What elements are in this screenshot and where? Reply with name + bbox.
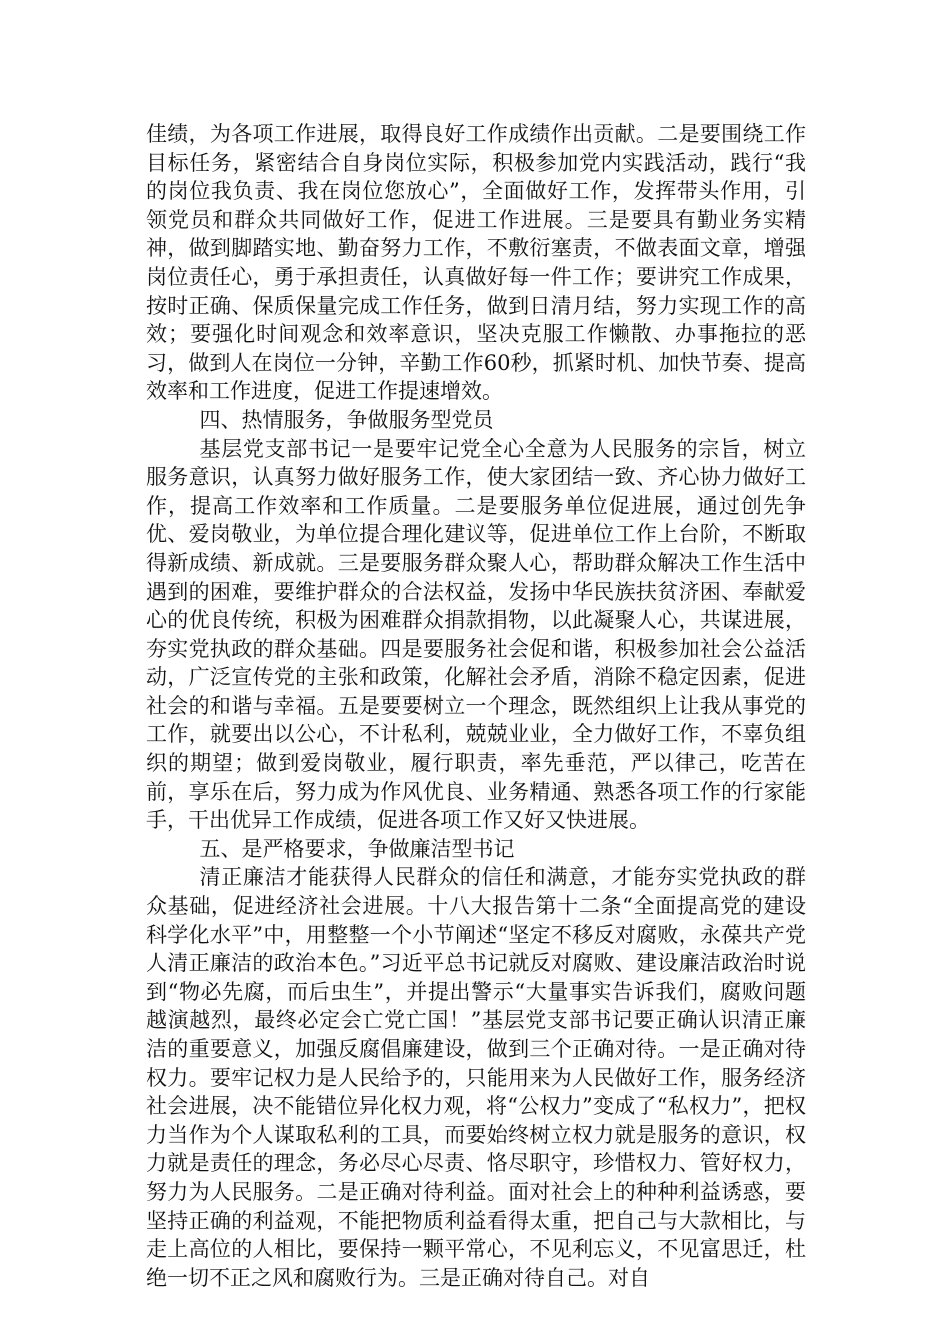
section-heading-integrity: 五、是严格要求，争做廉洁型书记 <box>199 836 515 861</box>
paragraph-work-performance: 佳绩，为各项工作进展，取得良好工作成绩作出贡献。二是要围绕工作目标任务，紧密结合自身岗位实际，积极参加党内实践活动，践行“我的岗位我负责、我在岗位您放心”，全面做好工作，发挥带头作用，引领党员和群众共同做好工作，促进工作进展。三是要具有勤业务实精神，做到脚踏实地、勤奋努力工作，不敷衍塞责，不做表面文章，增强岗位责任心，勇于承担责任，认真做好每一件工作；要讲究工作成果，按时正确、保质保量完成工作任务，做到日清月结，努力实现工作的高效；要强化时间观念和效率意识，坚决克服工作懒散、办事拖拉的恶习，做到人在岗位一分钟，辛勤工作60秒，抓紧时机、加快节奏、提高效率和工作进度，促进工作提速增效。 <box>146 122 806 404</box>
section-heading-service: 四、热情服务，争做服务型党员 <box>199 407 494 432</box>
paragraph-service: 基层党支部书记一是要牢记党全心全意为人民服务的宗旨，树立服务意识，认真努力做好服务工作，使大家团结一致、齐心协力做好工作，提高工作效率和工作质量。二是要服务单位促进展，通过创先争优、爱岗敬业，为单位提合理化建议等，促进单位工作上台阶，不断取得新成绩、新成就。三是要服务群众聚人心，帮助群众解决工作生活中遇到的困难，要维护群众的合法权益，发扬中华民族扶贫济困、奉献爱心的优良传统，积极为困难群众捐款捐物，以此凝聚人心，共谋进展，夯实党执政的群众基础。四是要服务社会促和谐，积极参加社会公益活动，广泛宣传党的主张和政策，化解社会矛盾，消除不稳定因素，促进社会的和谐与幸福。五是要要树立一个理念，既然组织上让我从事党的工作，就要出以公心，不计私利，兢兢业业，全力做好工作，不辜负组织的期望；做到爱岗敬业，履行职责，率先垂范，严以律己，吃苦在前，享乐在后，努力成为作风优良、业务精通、熟悉各项工作的行家能手，干出优异工作成绩，促进各项工作又好又快进展。 <box>146 436 806 833</box>
paragraph-integrity: 清正廉洁才能获得人民群众的信任和满意，才能夯实党执政的群众基础，促进经济社会进展。十八大报告第十二条“全面提高党的建设科学化水平”中，用整整一个小节阐述“坚定不移反对腐败，永葆共产党人清正廉洁的政治本色。”习近平总书记就反对腐败、建设廉洁政治时说到“物必先腐，而后虫生”，并提出警示“大量事实告诉我们，腐败问题越演越烈，最终必定会亡党亡国！”基层党支部书记要正确认识清正廉洁的重要意义，加强反腐倡廉建设，做到三个正确对待。一是正确对待权力。要牢记权力是人民给予的，只能用来为人民做好工作，服务经济社会进展，决不能错位异化权力观，将“公权力”变成了“私权力”，把权力当作为个人谋取私利的工具，而要始终树立权力就是服务的意识，权力就是责任的理念，务必尽心尽责、恪尽职守，珍惜权力、管好权力，努力为人民服务。二是正确对待利益。面对社会上的种种利益诱惑，要坚持正确的利益观，不能把物质利益看得太重，把自己与大款相比，与走上高位的人相比，要保持一颗平常心，不见利忘义，不见富思迁，杜绝一切不正之风和腐败行为。三是正确对待自己。对自 <box>146 865 806 1290</box>
document-page <box>146 120 806 1290</box>
